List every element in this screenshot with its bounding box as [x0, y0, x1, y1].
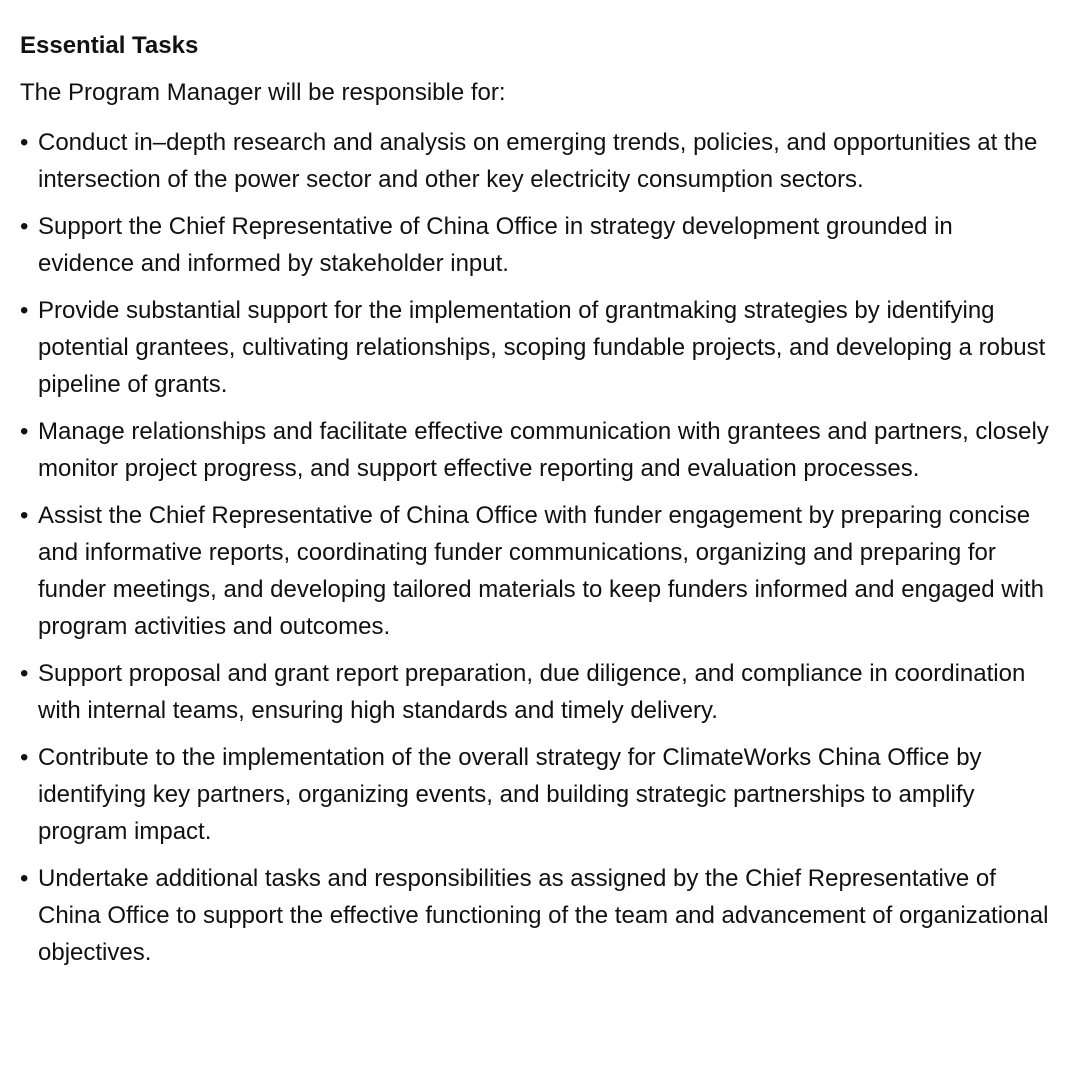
task-text: Assist the Chief Representative of China Office with funder engagement by preparing concise and informative reports, coordinating funder communications, organizing and preparing for funder meetings, and developing tailored materials to keep funders informed and engaged with program activities and outcomes.: [38, 502, 1044, 640]
task-list: [20, 124, 1054, 971]
list-item: [20, 860, 1054, 971]
bullet: •: [20, 660, 29, 687]
task-text: Support the Chief Representative of China Office in strategy development grounded in evidence and informed by stakeholder input.: [38, 213, 953, 277]
bullet: •: [20, 865, 29, 892]
task-text: Manage relationships and facilitate effective communication with grantees and partners, closely monitor project progress, and support effective reporting and evaluation processes.: [38, 418, 1049, 482]
list-item: [20, 655, 1054, 729]
task-text: Provide substantial support for the implementation of grantmaking strategies by identifying potential grantees, cultivating relationships, scoping fundable projects, and developing a robust pipeline of grants.: [38, 297, 1046, 398]
list-item: [20, 739, 1054, 850]
bullet: •: [20, 502, 29, 529]
section-title: Essential Tasks: [20, 32, 199, 59]
bullet: •: [20, 744, 29, 771]
bullet: •: [20, 297, 29, 324]
task-text: Undertake additional tasks and responsibilities as assigned by the Chief Representative of China Office to support the effective functioning of the team and advancement of organizational objectives.: [38, 865, 1049, 966]
bullet: •: [20, 213, 29, 240]
bullet: •: [20, 418, 29, 445]
task-text: Conduct in–depth research and analysis on emerging trends, policies, and opportunities at the intersection of the power sector and other key electricity consumption sectors.: [38, 129, 1038, 193]
list-item: [20, 413, 1054, 487]
list-item: [20, 292, 1054, 403]
intro-text: The Program Manager will be responsible for:: [20, 79, 506, 106]
list-item: [20, 497, 1054, 645]
bullet: •: [20, 129, 29, 156]
task-text: Support proposal and grant report preparation, due diligence, and compliance in coordination with internal teams, ensuring high standards and timely delivery.: [38, 660, 1026, 724]
task-text: Contribute to the implementation of the overall strategy for ClimateWorks China Office by identifying key partners, organizing events, and building strategic partnerships to amplify program impact.: [38, 744, 982, 845]
list-item: [20, 208, 1054, 282]
list-item: [20, 124, 1054, 198]
